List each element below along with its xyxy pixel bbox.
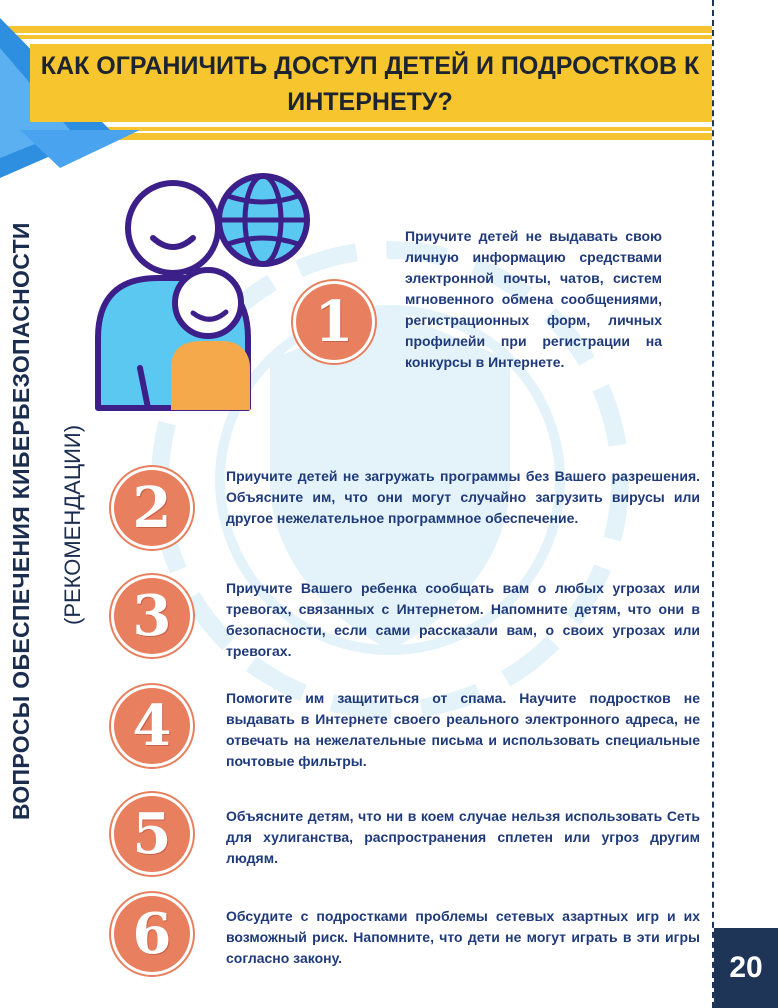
- number-5-label: 5: [132, 801, 172, 867]
- number-1-label: 1: [314, 289, 354, 355]
- number-badge-4: [114, 688, 190, 764]
- number-badge-2: [114, 470, 190, 546]
- sidebar-title: ВОПРОСЫ ОБЕСПЕЧЕНИЯ КИБЕРБЕЗОПАСНОСТИ: [8, 222, 34, 820]
- number-badge-3: [114, 578, 190, 654]
- number-badge-6: [114, 896, 190, 972]
- item-5-text: Объясните детям, что ни в коем случае нельзя использовать Сеть для хулиганства, распространения сплетен или угроз другим людям.: [226, 808, 700, 866]
- number-2-label: 2: [132, 475, 172, 541]
- page-number-box: [714, 928, 778, 1008]
- page-edge-dashed-line: [712, 0, 714, 1008]
- number-6-label: 6: [132, 901, 172, 967]
- number-4-label: 4: [132, 693, 172, 759]
- page-title: КАК ОГРАНИЧИТЬ ДОСТУП ДЕТЕЙ И ПОДРОСТКОВ К ИНТЕРНЕТУ?: [40, 52, 700, 116]
- item-6-text: Обсудите с подростками проблемы сетевых азартных игр и их возможный риск. Напомните, что дети не могут играть в эти игры согласно закону.: [226, 908, 700, 966]
- item-1-text: Приучите детей не выдавать свою личную информацию средствами электронной почты, чатов, систем мгновенного обмена сообщениями, регистрационных форм, личных профилейи при регистрации на конкурсы в Интернете.: [405, 228, 662, 370]
- sidebar-subtitle: (РЕКОМЕНДАЦИИ): [60, 424, 85, 625]
- item-3-text: Приучите Вашего ребенка сообщать вам о любых угрозах или тревогах, связанных с Интернетом. Напомните детям, что они в безопасности, если сами рассказали вам, о своих угрозах или тревогах.: [226, 580, 700, 659]
- number-badge-5: [114, 796, 190, 872]
- item-4-text: Помогите им защититься от спама. Научите подростков не выдавать в Интернете своего реального электронного адреса, не отвечать на нежелательные письма и использовать специальные почтовые фильтры.: [226, 690, 700, 769]
- number-3-label: 3: [132, 583, 172, 649]
- number-badge-1: [296, 284, 372, 360]
- item-2-text: Приучите детей не загружать программы без Вашего разрешения. Объясните им, что они могут случайно загрузить вирусы или другое нежелательное программное обеспечение.: [226, 468, 700, 526]
- page-number: 20: [729, 951, 763, 984]
